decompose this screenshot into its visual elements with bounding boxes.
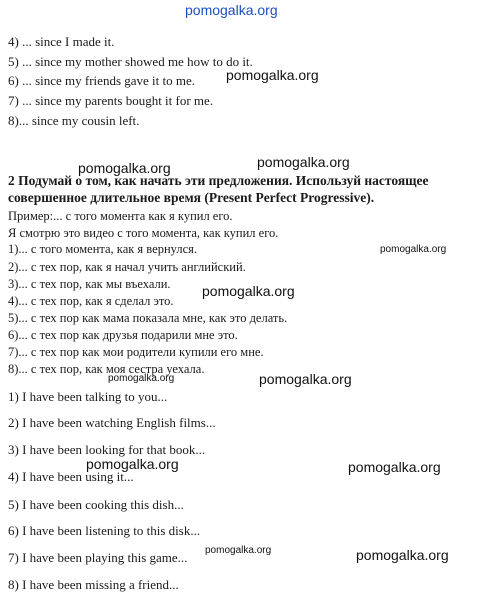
task-item: 3)... с тех пор, как мы въехали. (8, 277, 171, 291)
answer-line: 5) I have been cooking this dish... (8, 497, 184, 512)
task-item: 8)... с тех пор, как моя сестра уехала. (8, 362, 205, 376)
answer-line: 6) I have been listening to this disk... (8, 523, 201, 538)
example-line: Я смотрю это видео с того момента, как купил его. (8, 226, 279, 240)
watermark: pomogalka.org (348, 459, 441, 475)
task-heading: 2 Подумай о том, как начать эти предложения. Используй настоящее (8, 173, 429, 188)
watermark: pomogalka.org (202, 283, 295, 299)
answer-line: 7) I have been playing this game... (8, 550, 188, 565)
watermark: pomogalka.org (226, 67, 319, 83)
sentence-line: 6) ... since my friends gave it to me. (8, 73, 196, 88)
watermark-small: pomogalka.org (380, 244, 447, 255)
answer-line: 8) I have been missing a friend... (8, 577, 179, 592)
task-item: 7)... с тех пор как мои родители купили его мне. (8, 345, 264, 359)
watermark-small: pomogalka.org (108, 373, 175, 384)
sentence-line: 8)... since my cousin left. (8, 113, 140, 128)
task-item: 1)... с того момента, как я вернулся. (8, 242, 197, 256)
watermark: pomogalka.org (356, 547, 449, 563)
watermark: pomogalka.org (259, 371, 352, 387)
watermark: pomogalka.org (78, 160, 171, 176)
watermark-small: pomogalka.org (205, 545, 272, 556)
watermark: pomogalka.org (257, 154, 350, 170)
sentence-line: 7) ... since my parents bought it for me. (8, 93, 214, 108)
sentence-line: 5) ... since my mother showed me how to do it. (8, 54, 253, 69)
answer-line: 3) I have been looking for that book... (8, 442, 206, 457)
task-item: 2)... с тех пор, как я начал учить английский. (8, 260, 246, 274)
task-heading: совершенное длительное время (Present Perfect Progressive). (8, 190, 375, 205)
watermark: pomogalka.org (86, 456, 179, 472)
sentence-line: 4) ... since I made it. (8, 34, 115, 49)
watermark-top: pomogalka.org (185, 2, 278, 18)
answer-line: 2) I have been watching English films... (8, 415, 216, 430)
task-item: 6)... с тех пор как друзья подарили мне это. (8, 328, 238, 342)
answer-line: 4) I have been using it... (8, 469, 134, 484)
answer-line: 1) I have been talking to you... (8, 389, 168, 404)
task-item: 5)... с тех пор как мама показала мне, как это делать. (8, 311, 288, 325)
task-item: 4)... с тех пор, как я сделал это. (8, 294, 174, 308)
example-line: Пример:... с того момента как я купил его. (8, 209, 233, 223)
